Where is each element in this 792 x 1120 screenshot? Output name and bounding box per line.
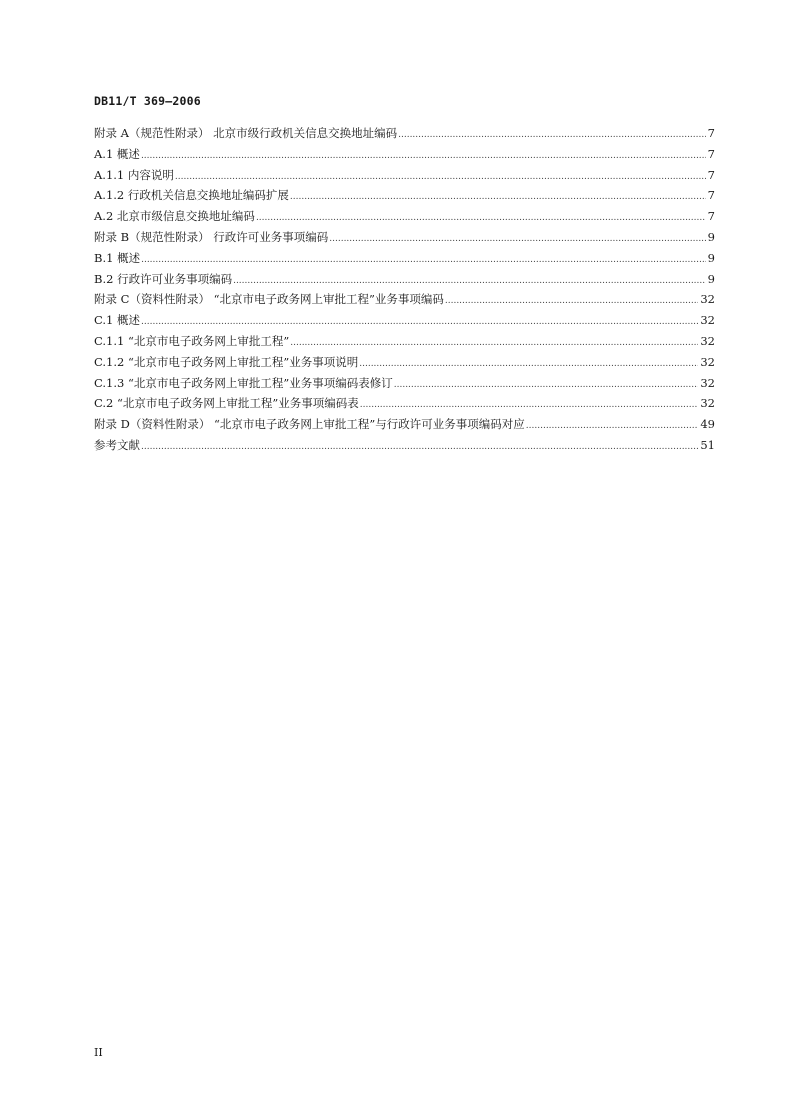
toc-dot-leader bbox=[526, 414, 699, 437]
toc-dot-leader bbox=[256, 206, 706, 229]
toc-entry-label: 附录 D（资料性附录） “北京市电子政务网上审批工程”与行政许可业务事项编码对应 bbox=[94, 417, 525, 432]
toc-entry-page: 9 bbox=[707, 250, 715, 265]
toc-entry-page: 51 bbox=[700, 437, 715, 452]
toc-entry-page: 7 bbox=[707, 188, 715, 203]
toc-entry-label: B.2 行政许可业务事项编码 bbox=[94, 271, 233, 286]
toc-entry-c2[interactable] bbox=[94, 393, 715, 414]
toc-entry-a1-1[interactable] bbox=[94, 165, 715, 186]
toc-entry-page: 7 bbox=[707, 167, 715, 182]
toc-dot-leader bbox=[141, 435, 698, 458]
toc-dot-leader bbox=[233, 269, 706, 292]
toc-entry-label: C.1 概述 bbox=[94, 313, 141, 328]
toc-entry-label: 参考文献 bbox=[94, 437, 140, 452]
toc-entry-page: 32 bbox=[700, 313, 715, 328]
toc-entry-a2[interactable] bbox=[94, 206, 715, 227]
toc-dot-leader bbox=[290, 185, 706, 208]
toc-entry-page: 7 bbox=[707, 146, 715, 161]
toc-entry-page: 32 bbox=[700, 354, 715, 369]
toc-entry-label: C.1.1 “北京市电子政务网上审批工程” bbox=[94, 333, 290, 348]
toc-entry-label: A.1.2 行政机关信息交换地址编码扩展 bbox=[94, 188, 289, 203]
toc-entry-c1-3[interactable] bbox=[94, 373, 715, 394]
toc-entry-b1[interactable] bbox=[94, 248, 715, 269]
toc-entry-page: 32 bbox=[700, 333, 715, 348]
toc-entry-c1-2[interactable] bbox=[94, 352, 715, 373]
toc-entry-label: B.1 概述 bbox=[94, 250, 141, 265]
toc-entry-references[interactable] bbox=[94, 435, 715, 456]
toc-dot-leader bbox=[141, 310, 698, 333]
toc-dot-leader bbox=[445, 289, 698, 312]
toc-entry-label: 附录 B（规范性附录） 行政许可业务事项编码 bbox=[94, 229, 329, 244]
toc-dot-leader bbox=[398, 123, 706, 146]
toc-entry-label: 附录 A（规范性附录） 北京市级行政机关信息交换地址编码 bbox=[94, 126, 398, 140]
page-number: II bbox=[94, 1046, 103, 1059]
toc-entry-label: A.1 概述 bbox=[94, 146, 140, 161]
toc-entry-c1-1[interactable] bbox=[94, 331, 715, 352]
toc-entry-page: 49 bbox=[700, 417, 715, 432]
toc-entry-appendix-d[interactable] bbox=[94, 414, 715, 435]
toc-entry-appendix-a[interactable] bbox=[94, 123, 715, 144]
toc-entry-page: 32 bbox=[700, 396, 715, 411]
toc-entry-label: A.2 北京市级信息交换地址编码 bbox=[94, 209, 255, 224]
toc-entry-a1[interactable] bbox=[94, 144, 715, 165]
toc-entry-label: 附录 C（资料性附录） “北京市电子政务网上审批工程”业务事项编码 bbox=[94, 292, 444, 307]
toc-entry-b2[interactable] bbox=[94, 269, 715, 290]
toc-dot-leader bbox=[290, 331, 698, 354]
toc-entry-page: 32 bbox=[700, 292, 715, 307]
toc-dot-leader bbox=[394, 373, 699, 396]
toc-entry-appendix-c[interactable] bbox=[94, 289, 715, 310]
toc-entry-c1[interactable] bbox=[94, 310, 715, 331]
toc-dot-leader bbox=[359, 352, 698, 375]
toc-dot-leader bbox=[360, 393, 699, 416]
toc-entry-page: 9 bbox=[707, 229, 715, 244]
toc-entry-page: 32 bbox=[700, 375, 715, 390]
toc-entry-label: C.1.3 “北京市电子政务网上审批工程”业务事项编码表修订 bbox=[94, 375, 393, 390]
toc-entry-label: C.1.2 “北京市电子政务网上审批工程”业务事项说明 bbox=[94, 354, 359, 369]
toc-dot-leader bbox=[329, 227, 705, 250]
table-of-contents bbox=[94, 123, 715, 456]
toc-dot-leader bbox=[141, 144, 706, 167]
toc-entry-label: A.1.1 内容说明 bbox=[94, 167, 174, 182]
toc-dot-leader bbox=[175, 165, 706, 188]
toc-entry-page: 7 bbox=[707, 209, 715, 224]
toc-entry-page: 7 bbox=[707, 126, 715, 140]
toc-entry-label: C.2 “北京市电子政务网上审批工程”业务事项编码表 bbox=[94, 396, 359, 411]
standard-number-header: DB11/T 369—2006 bbox=[94, 94, 201, 108]
toc-entry-page: 9 bbox=[707, 271, 715, 286]
toc-entry-appendix-b[interactable] bbox=[94, 227, 715, 248]
toc-entry-a1-2[interactable] bbox=[94, 185, 715, 206]
toc-dot-leader bbox=[141, 248, 706, 271]
